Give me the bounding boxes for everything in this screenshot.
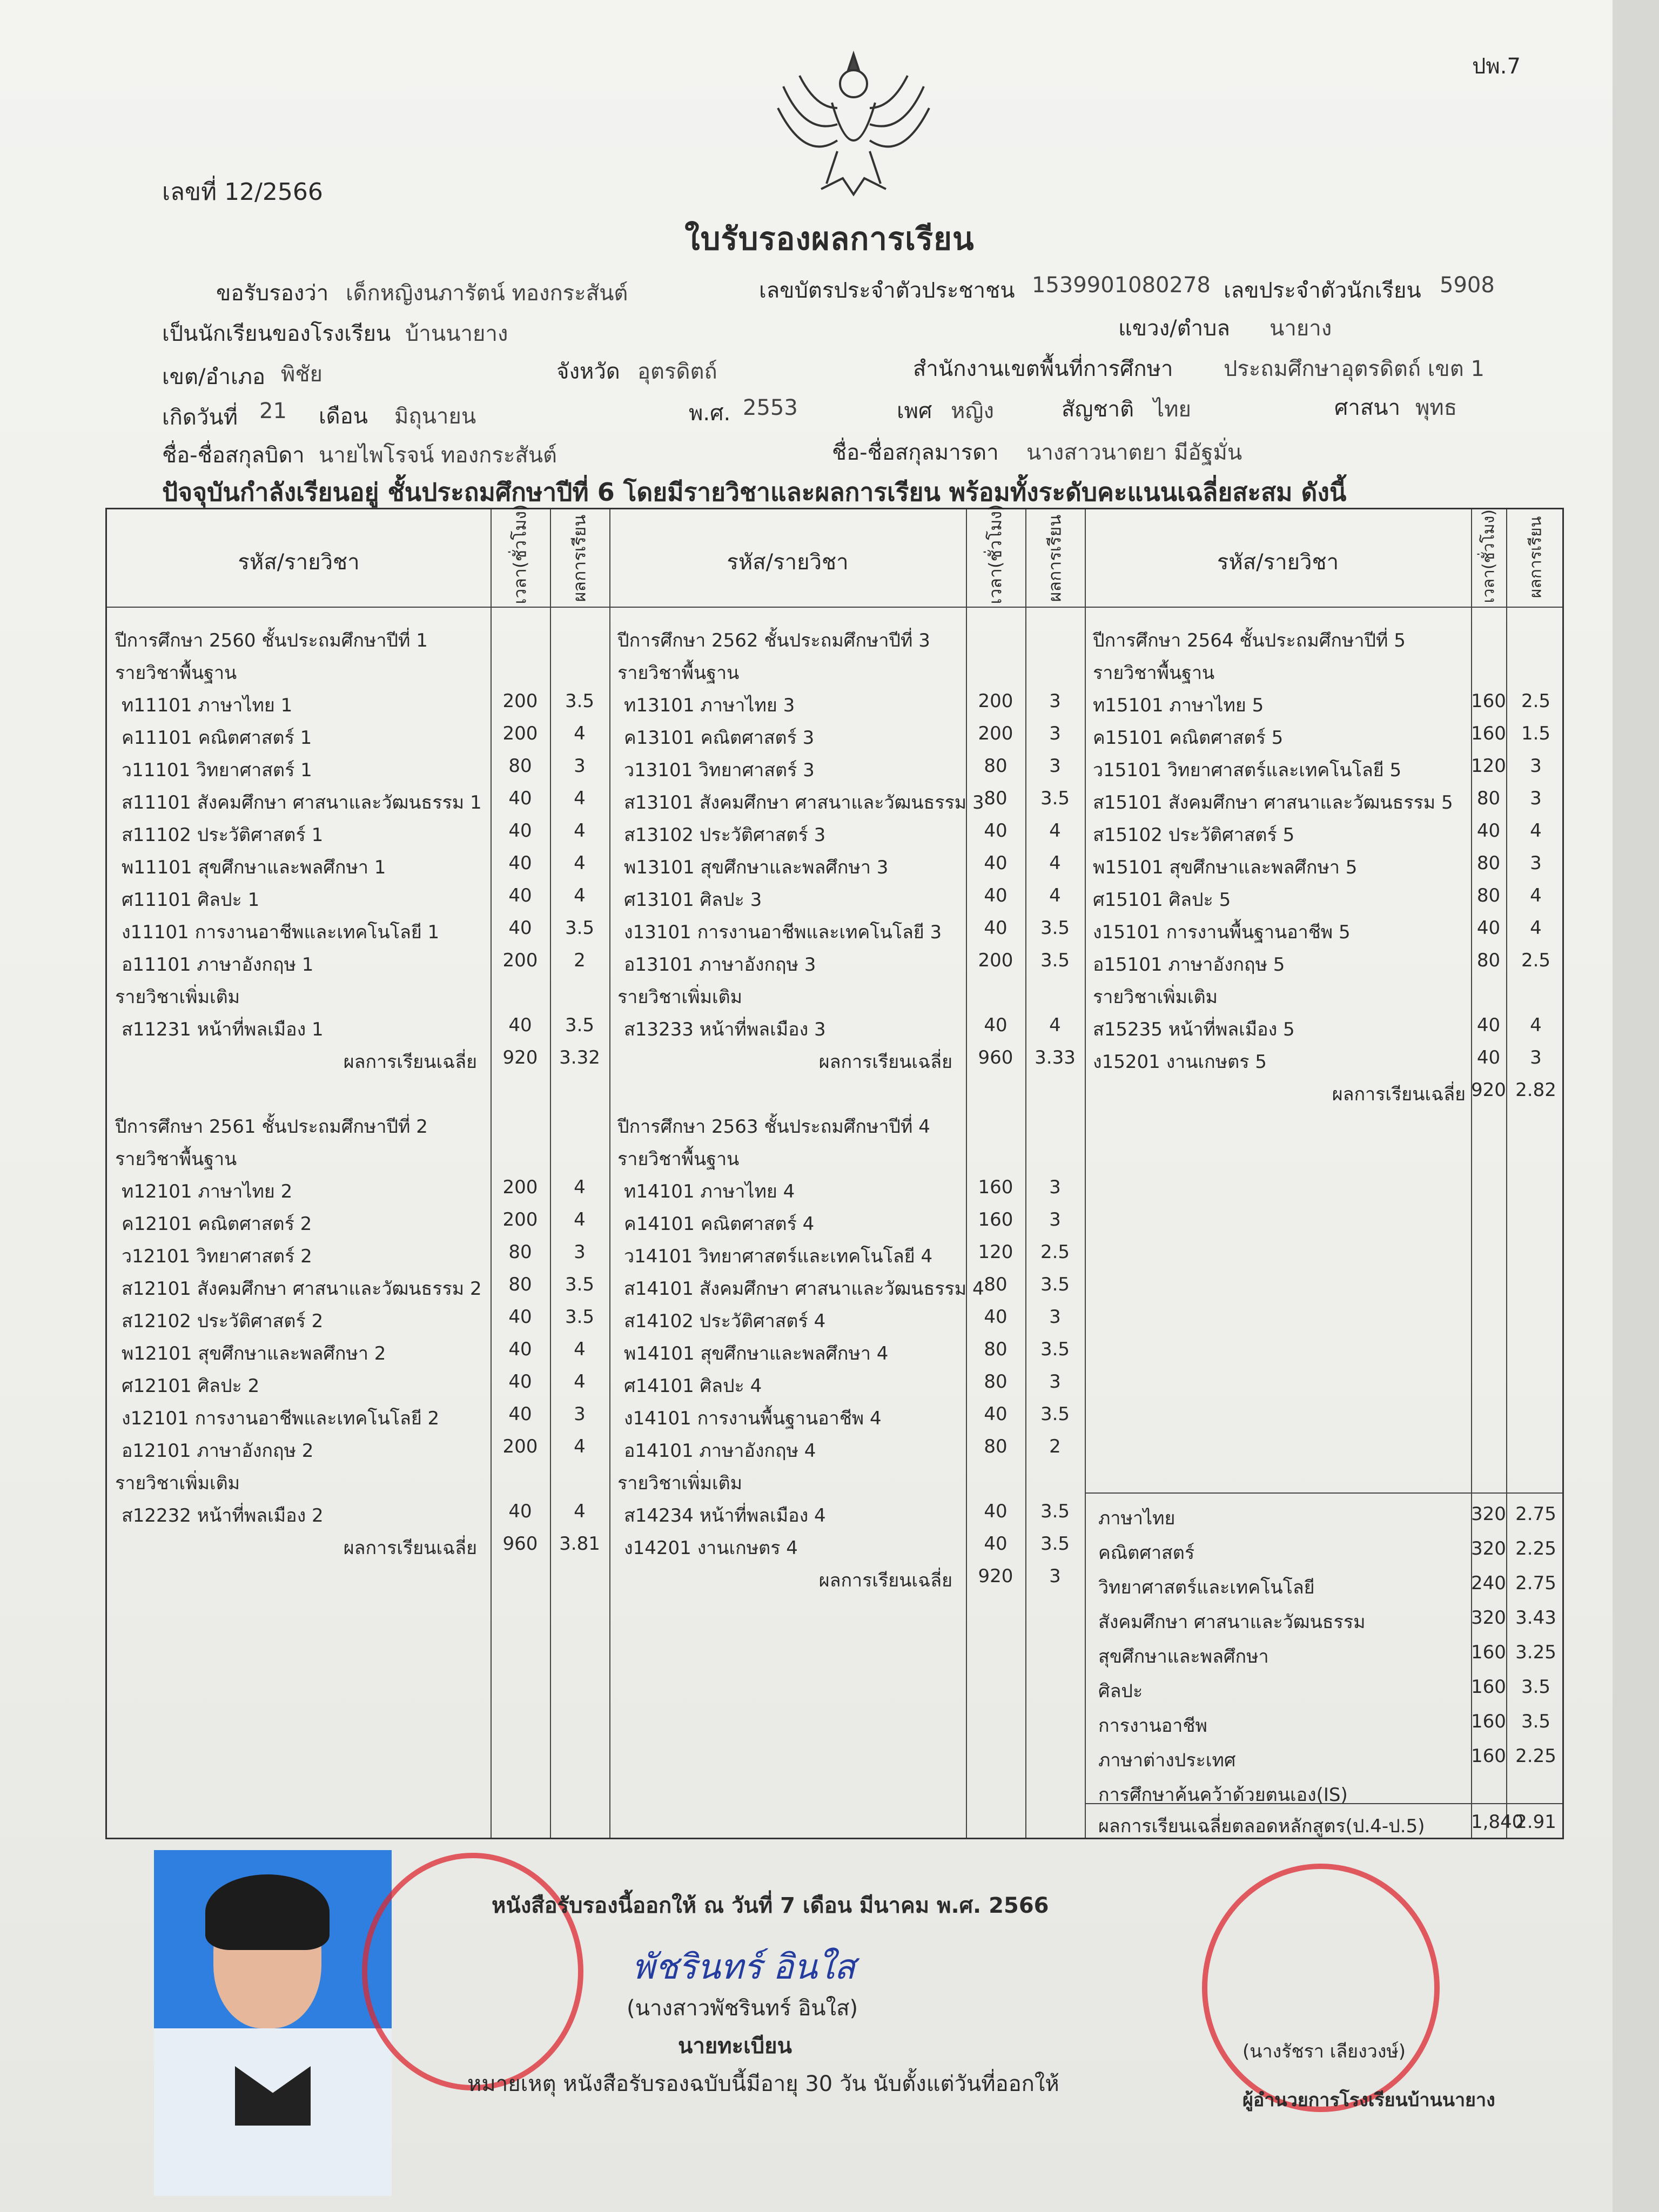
average-grade: 2.82: [1515, 1079, 1556, 1101]
subject-name: ง14201 งานเกษตร 4: [624, 1537, 798, 1559]
born-day: 21: [259, 399, 287, 423]
subject-grade: 3: [1049, 1306, 1061, 1328]
month-label: เดือน: [319, 404, 368, 429]
subject-hours: 80: [984, 1339, 1008, 1360]
subject-grade: 3.5: [1040, 1501, 1070, 1522]
subject-grade: 4: [574, 788, 586, 809]
subject-grade: 4: [574, 1176, 586, 1198]
subject-name: ส13102 ประวัติศาสตร์ 3: [624, 824, 826, 846]
subject-hours: 160: [1471, 690, 1506, 712]
section-heading: รายวิชาพื้นฐาน: [617, 1148, 740, 1170]
subject-hours: 160: [978, 1176, 1013, 1198]
average-label: ผลการเรียนเฉลี่ย: [818, 1570, 952, 1591]
subject-name: ว15101 วิทยาศาสตร์และเทคโนโลยี 5: [1093, 759, 1402, 781]
director-name: (นางรัชรา เลียงวงษ์): [1242, 2041, 1406, 2062]
subject-name: อ13101 ภาษาอังกฤษ 3: [624, 954, 816, 976]
sex-label: เพศ: [897, 399, 932, 423]
summary-subject: คณิตศาสตร์: [1098, 1542, 1195, 1564]
subject-hours: 80: [508, 755, 532, 777]
subject-hours: 40: [984, 820, 1008, 842]
section-heading: รายวิชาพื้นฐาน: [115, 662, 237, 684]
subject-hours: 120: [1471, 755, 1506, 777]
subject-name: ส14101 สังคมศึกษา ศาสนาและวัฒนธรรม 4: [624, 1278, 984, 1300]
province-label: จังหวัด: [556, 359, 620, 384]
director-role: ผู้อำนวยการโรงเรียนบ้านนายาง: [1242, 2089, 1495, 2111]
subject-hours: 40: [508, 852, 532, 874]
subject-name: ค12101 คณิตศาสตร์ 2: [122, 1213, 312, 1235]
registrar-role: นายทะเบียน: [678, 2034, 792, 2059]
subject-hours: 80: [1476, 852, 1501, 874]
section-heading: รายวิชาพื้นฐาน: [115, 1148, 237, 1170]
summary-grade: 3.5: [1521, 1676, 1551, 1698]
subject-hours: 160: [1471, 723, 1506, 744]
subject-grade: 3: [574, 1241, 586, 1263]
year-heading: ปีการศึกษา 2563 ชั้นประถมศึกษาปีที่ 4: [617, 1116, 930, 1138]
summary-subject: สุขศึกษาและพลศึกษา: [1098, 1646, 1269, 1668]
section-heading: รายวิชาเพิ่มเติม: [115, 986, 240, 1008]
subject-hours: 80: [984, 1274, 1008, 1295]
subject-grade: 3.5: [565, 690, 595, 712]
subject-name: ท11101 ภาษาไทย 1: [122, 695, 293, 716]
subject-name: ง14101 การงานพื้นฐานอาชีพ 4: [624, 1408, 882, 1429]
religion-label: ศาสนา: [1334, 395, 1401, 420]
subject-hours: 80: [984, 1371, 1008, 1393]
subject-grade: 4: [574, 1436, 586, 1457]
subject-grade: 2: [1049, 1436, 1061, 1457]
subject-name: ศ11101 ศิลปะ 1: [122, 889, 260, 911]
subject-name: ศ14101 ศิลปะ 4: [624, 1375, 762, 1397]
subject-hours: 40: [1476, 820, 1501, 842]
average-label: ผลการเรียนเฉลี่ย: [818, 1051, 952, 1073]
subject-hours: 40: [984, 917, 1008, 939]
subject-hours: 200: [502, 723, 538, 744]
subject-hours: 40: [508, 1014, 532, 1036]
subject-grade: 3.5: [1040, 950, 1070, 971]
summary-hours: 160: [1471, 1711, 1506, 1732]
summary-subject: วิทยาศาสตร์และเทคโนโลยี: [1098, 1577, 1315, 1598]
summary-hours: 160: [1471, 1676, 1506, 1698]
document-number: เลขที่ 12/2566: [162, 178, 323, 206]
header-grade: ผลการเรียน: [569, 514, 590, 602]
subject-hours: 80: [1476, 788, 1501, 809]
subject-name: พ12101 สุขศึกษาและพลศึกษา 2: [122, 1343, 386, 1364]
subject-name: ส11231 หน้าที่พลเมือง 1: [122, 1019, 324, 1040]
subject-hours: 200: [502, 1209, 538, 1231]
average-label: ผลการเรียนเฉลี่ย: [1332, 1084, 1466, 1105]
subject-hours: 80: [1476, 885, 1501, 906]
subject-name: ส15235 หน้าที่พลเมือง 5: [1093, 1019, 1295, 1040]
summary-grade: 3.43: [1515, 1607, 1556, 1629]
subject-grade: 3: [1049, 690, 1061, 712]
subject-name: ส13101 สังคมศึกษา ศาสนาและวัฒนธรรม 3: [624, 792, 984, 813]
subject-grade: 4: [574, 820, 586, 842]
registrar-name: (นางสาวพัชรินทร์ อินใส): [627, 1996, 858, 2021]
subject-name: ว11101 วิทยาศาสตร์ 1: [122, 759, 312, 781]
subject-hours: 80: [984, 788, 1008, 809]
religion: พุทธ: [1415, 395, 1457, 420]
subject-name: ส12232 หน้าที่พลเมือง 2: [122, 1505, 324, 1527]
subject-name: พ13101 สุขศึกษาและพลศึกษา 3: [624, 857, 889, 878]
subject-grade: 3: [1049, 755, 1061, 777]
summary-hours: 320: [1471, 1607, 1506, 1629]
overall-label: ผลการเรียนเฉลี่ยตลอดหลักสูตร(ป.4-ป.5): [1098, 1816, 1425, 1837]
subject-grade: 4: [1530, 885, 1542, 906]
subject-name: ว12101 วิทยาศาสตร์ 2: [122, 1246, 312, 1267]
born-label: เกิดวันที่: [162, 405, 238, 430]
average-grade: 3: [1049, 1565, 1061, 1587]
subject-hours: 200: [978, 723, 1013, 744]
subject-hours: 40: [984, 1403, 1008, 1425]
subject-grade: 3.5: [565, 1014, 595, 1036]
subject-name: ส12102 ประวัติศาสตร์ 2: [122, 1310, 324, 1332]
section-heading: รายวิชาเพิ่มเติม: [1093, 986, 1218, 1008]
subject-hours: 80: [508, 1241, 532, 1263]
header-grade: ผลการเรียน: [1044, 514, 1065, 602]
summary-subject: ศิลปะ: [1098, 1680, 1143, 1702]
subject-name: ง11101 การงานอาชีพและเทคโนโลยี 1: [122, 922, 440, 943]
subject-name: พ14101 สุขศึกษาและพลศึกษา 4: [624, 1343, 889, 1364]
subject-grade: 3: [1049, 723, 1061, 744]
subject-name: อ15101 ภาษาอังกฤษ 5: [1093, 954, 1285, 976]
subject-hours: 40: [508, 1306, 532, 1328]
average-hours: 920: [502, 1047, 538, 1068]
subject-name: ศ12101 ศิลปะ 2: [122, 1375, 260, 1397]
year-heading: ปีการศึกษา 2561 ชั้นประถมศึกษาปีที่ 2: [115, 1116, 428, 1138]
subject-name: ว14101 วิทยาศาสตร์และเทคโนโลยี 4: [624, 1246, 933, 1267]
school-name: บ้านนายาง: [405, 321, 508, 346]
subject-name: ง13101 การงานอาชีพและเทคโนโลยี 3: [624, 922, 942, 943]
section-heading: รายวิชาเพิ่มเติม: [617, 1473, 743, 1494]
subdistrict-label: แขวง/ตำบล: [1118, 316, 1230, 341]
registrar-signature: พัชรินทร์ อินใส: [632, 1947, 856, 1987]
subject-grade: 4: [574, 1339, 586, 1360]
subject-grade: 3: [1530, 788, 1542, 809]
subject-grade: 4: [1530, 820, 1542, 842]
summary-hours: 160: [1471, 1745, 1506, 1767]
form-code: ปพ.7: [1472, 54, 1521, 79]
subject-hours: 40: [508, 885, 532, 906]
area: ประถมศึกษาอุตรดิตถ์ เขต 1: [1224, 357, 1485, 381]
subject-grade: 1.5: [1521, 723, 1551, 744]
subject-grade: 3.5: [1040, 1403, 1070, 1425]
subject-hours: 40: [984, 1306, 1008, 1328]
subject-name: ส14102 ประวัติศาสตร์ 4: [624, 1310, 826, 1332]
subject-grade: 4: [1530, 1014, 1542, 1036]
subject-hours: 40: [1476, 917, 1501, 939]
average-hours: 960: [502, 1533, 538, 1555]
subject-name: ศ13101 ศิลปะ 3: [624, 889, 762, 911]
area-label: สำนักงานเขตพื้นที่การศึกษา: [913, 357, 1173, 381]
subject-name: ค15101 คณิตศาสตร์ 5: [1093, 727, 1284, 749]
subject-grade: 3: [574, 755, 586, 777]
table-rule: [1085, 1492, 1562, 1494]
garuda-emblem: [767, 43, 940, 205]
subject-name: ว13101 วิทยาศาสตร์ 3: [624, 759, 815, 781]
table-rule: [107, 607, 1562, 608]
summary-subject: การศึกษาค้นคว้าด้วยตนเอง(IS): [1098, 1784, 1348, 1806]
subject-grade: 4: [1530, 917, 1542, 939]
subject-hours: 40: [508, 820, 532, 842]
average-label: ผลการเรียนเฉลี่ย: [343, 1051, 477, 1073]
subject-name: ส12101 สังคมศึกษา ศาสนาและวัฒนธรรม 2: [122, 1278, 482, 1300]
subject-grade: 3.5: [1040, 1533, 1070, 1555]
summary-grade: 2.25: [1515, 1745, 1556, 1767]
subject-hours: 200: [502, 950, 538, 971]
subject-hours: 160: [978, 1209, 1013, 1231]
subject-grade: 2.5: [1040, 1241, 1070, 1263]
document-title: ใบรับรองผลการเรียน: [684, 220, 975, 257]
subject-hours: 40: [1476, 1047, 1501, 1068]
summary-hours: 160: [1471, 1642, 1506, 1663]
year-heading: ปีการศึกษา 2560 ชั้นประถมศึกษาปีที่ 1: [115, 630, 428, 651]
subject-hours: 200: [502, 1176, 538, 1198]
subject-hours: 40: [984, 852, 1008, 874]
subject-grade: 4: [574, 1371, 586, 1393]
header-hours: เวลา(ชั่วโมง): [1479, 509, 1499, 603]
subject-hours: 80: [984, 1436, 1008, 1457]
province: อุตรดิตถ์: [637, 359, 717, 384]
subject-name: ท15101 ภาษาไทย 5: [1093, 695, 1264, 716]
id-label: เลขบัตรประจำตัวประชาชน: [759, 278, 1015, 303]
subject-grade: 3.5: [1040, 917, 1070, 939]
section-heading: รายวิชาเพิ่มเติม: [115, 1473, 240, 1494]
subject-hours: 120: [978, 1241, 1013, 1263]
section-heading: รายวิชาพื้นฐาน: [617, 662, 740, 684]
subject-name: ส14234 หน้าที่พลเมือง 4: [624, 1505, 826, 1527]
summary-subject: การงานอาชีพ: [1098, 1715, 1207, 1737]
subject-grade: 3.5: [1040, 788, 1070, 809]
subject-hours: 80: [1476, 950, 1501, 971]
subject-hours: 40: [1476, 1014, 1501, 1036]
subject-hours: 40: [508, 1403, 532, 1425]
subject-hours: 80: [508, 1274, 532, 1295]
subject-grade: 4: [1049, 852, 1061, 874]
school-seal-stamp: [1202, 1864, 1440, 2112]
header-subject: รหัส/รายวิชา: [1217, 550, 1339, 575]
student-photo: [154, 1850, 392, 2196]
born-month: มิถุนายน: [394, 404, 476, 429]
student-no-label: เลขประจำตัวนักเรียน: [1224, 278, 1421, 303]
mother-label: ชื่อ-ชื่อสกุลมารดา: [832, 440, 999, 465]
average-grade: 3.32: [559, 1047, 600, 1068]
subject-hours: 40: [984, 1533, 1008, 1555]
year-heading: ปีการศึกษา 2564 ชั้นประถมศึกษาปีที่ 5: [1093, 630, 1406, 651]
subject-name: อ12101 ภาษาอังกฤษ 2: [122, 1440, 314, 1462]
transcript-table: [105, 504, 1564, 1839]
subject-grade: 4: [574, 852, 586, 874]
subject-name: ส11102 ประวัติศาสตร์ 1: [122, 824, 324, 846]
subject-grade: 3: [1530, 852, 1542, 874]
subject-hours: 40: [508, 917, 532, 939]
subject-hours: 200: [502, 690, 538, 712]
mother-name: นางสาวนาตยา มีอัฐมั่น: [1026, 440, 1242, 465]
subdistrict: นายาง: [1270, 316, 1332, 341]
summary-hours: 240: [1471, 1572, 1506, 1594]
summary-grade: 3.5: [1521, 1711, 1551, 1732]
nationality-label: สัญชาติ: [1062, 397, 1134, 422]
subject-name: อ11101 ภาษาอังกฤษ 1: [122, 954, 314, 976]
header-grade: ผลการเรียน: [1526, 516, 1546, 599]
subject-grade: 4: [1049, 820, 1061, 842]
certify-label: ขอรับรองว่า: [216, 281, 329, 306]
subject-grade: 4: [574, 885, 586, 906]
subject-hours: 200: [978, 950, 1013, 971]
subject-grade: 3.5: [1040, 1339, 1070, 1360]
subject-name: พ15101 สุขศึกษาและพลศึกษา 5: [1093, 857, 1358, 878]
subject-name: ส13233 หน้าที่พลเมือง 3: [624, 1019, 826, 1040]
summary-grade: 2.75: [1515, 1572, 1556, 1594]
subject-grade: 3: [1049, 1209, 1061, 1231]
subject-grade: 2.5: [1521, 950, 1551, 971]
subject-grade: 4: [574, 1501, 586, 1522]
average-grade: 3.33: [1035, 1047, 1076, 1068]
summary-grade: 2.75: [1515, 1503, 1556, 1525]
subject-grade: 3: [1049, 1371, 1061, 1393]
average-hours: 960: [978, 1047, 1013, 1068]
subject-name: ค13101 คณิตศาสตร์ 3: [624, 727, 815, 749]
subject-hours: 40: [984, 885, 1008, 906]
subject-grade: 4: [574, 723, 586, 744]
summary-grade: 3.25: [1515, 1642, 1556, 1663]
summary-hours: 320: [1471, 1538, 1506, 1559]
subject-hours: 40: [508, 1371, 532, 1393]
district-label: เขต/อำเภอ: [162, 365, 266, 389]
father-name: นายไพโรจน์ ทองกระสันต์: [319, 443, 558, 468]
subject-name: ท13101 ภาษาไทย 3: [624, 695, 795, 716]
subject-hours: 200: [502, 1436, 538, 1457]
school-label: เป็นนักเรียนของโรงเรียน: [162, 321, 391, 346]
table-rule: [1085, 509, 1086, 1838]
father-label: ชื่อ-ชื่อสกุลบิดา: [162, 443, 305, 468]
overall-hours: 1,840: [1471, 1811, 1524, 1833]
summary-grade: 2.25: [1515, 1538, 1556, 1559]
subject-grade: 2: [574, 950, 586, 971]
year-label: พ.ศ.: [689, 401, 731, 426]
subject-name: ค11101 คณิตศาสตร์ 1: [122, 727, 312, 749]
subject-hours: 200: [978, 690, 1013, 712]
header-hours: เวลา(ชั่วโมง): [509, 504, 530, 604]
born-year: 2553: [743, 395, 798, 420]
id-number: 1539901080278: [1032, 273, 1211, 298]
subject-hours: 40: [984, 1014, 1008, 1036]
student-name: เด็กหญิงนภารัตน์ ทองกระสันต์: [346, 281, 628, 306]
summary-subject: สังคมศึกษา ศาสนาและวัฒนธรรม: [1098, 1611, 1366, 1633]
subject-grade: 3: [1530, 1047, 1542, 1068]
subject-hours: 80: [984, 755, 1008, 777]
subject-name: พ11101 สุขศึกษาและพลศึกษา 1: [122, 857, 386, 878]
subject-name: อ14101 ภาษาอังกฤษ 4: [624, 1440, 816, 1462]
header-subject: รหัส/รายวิชา: [238, 550, 360, 575]
subject-name: ท12101 ภาษาไทย 2: [122, 1181, 293, 1202]
subject-name: ส15102 ประวัติศาสตร์ 5: [1093, 824, 1295, 846]
district: พิชัย: [281, 362, 323, 387]
table-rule: [609, 509, 610, 1838]
subject-grade: 3: [1530, 755, 1542, 777]
subject-name: ง12101 การงานอาชีพและเทคโนโลยี 2: [122, 1408, 440, 1429]
header-subject: รหัส/รายวิชา: [727, 550, 849, 575]
subject-grade: 3.5: [565, 1274, 595, 1295]
summary-subject: ภาษาต่างประเทศ: [1098, 1750, 1236, 1771]
average-hours: 920: [1471, 1079, 1506, 1101]
subject-hours: 40: [508, 1501, 532, 1522]
validity-note: หมายเหตุ หนังสือรับรองฉบับนี้มีอายุ 30 วัน นับตั้งแต่วันที่ออกให้: [467, 2072, 1059, 2096]
subject-grade: 3: [1049, 1176, 1061, 1198]
nationality: ไทย: [1153, 397, 1191, 422]
sex: หญิง: [951, 399, 994, 423]
subject-grade: 4: [1049, 885, 1061, 906]
average-grade: 3.81: [559, 1533, 600, 1555]
subject-name: ส15101 สังคมศึกษา ศาสนาและวัฒนธรรม 5: [1093, 792, 1453, 813]
subject-name: ส11101 สังคมศึกษา ศาสนาและวัฒนธรรม 1: [122, 792, 482, 813]
subject-grade: 4: [1049, 1014, 1061, 1036]
subject-grade: 3.5: [565, 1306, 595, 1328]
summary-hours: 320: [1471, 1503, 1506, 1525]
subject-grade: 4: [574, 1209, 586, 1231]
subject-grade: 3: [574, 1403, 586, 1425]
section-heading: รายวิชาพื้นฐาน: [1093, 662, 1215, 684]
subject-name: ง15201 งานเกษตร 5: [1093, 1051, 1267, 1073]
subject-name: ศ15101 ศิลปะ 5: [1093, 889, 1231, 911]
subject-grade: 3.5: [1040, 1274, 1070, 1295]
section-heading: รายวิชาเพิ่มเติม: [617, 986, 743, 1008]
subject-name: ค14101 คณิตศาสตร์ 4: [624, 1213, 815, 1235]
subject-grade: 2.5: [1521, 690, 1551, 712]
average-label: ผลการเรียนเฉลี่ย: [343, 1537, 477, 1559]
year-heading: ปีการศึกษา 2562 ชั้นประถมศึกษาปีที่ 3: [617, 630, 930, 651]
subject-name: ง15101 การงานพื้นฐานอาชีพ 5: [1093, 922, 1351, 943]
subject-hours: 40: [508, 1339, 532, 1360]
summary-subject: ภาษาไทย: [1098, 1508, 1176, 1529]
overall-grade: 2.91: [1515, 1811, 1556, 1833]
student-no: 5908: [1440, 273, 1495, 298]
subject-hours: 40: [984, 1501, 1008, 1522]
subject-name: ท14101 ภาษาไทย 4: [624, 1181, 795, 1202]
intro-text: ปัจจุบันกำลังเรียนอยู่ ชั้นประถมศึกษาปีที่ 6 โดยมีรายวิชาและผลการเรียน พร้อมทั้งระดับคะแนนเฉลี่ยสะสม ดังนี้: [162, 478, 1347, 507]
subject-hours: 40: [508, 788, 532, 809]
header-hours: เวลา(ชั่วโมง): [985, 504, 1006, 604]
average-hours: 920: [978, 1565, 1013, 1587]
subject-grade: 3.5: [565, 917, 595, 939]
issue-date: หนังสือรับรองนี้ออกให้ ณ วันที่ 7 เดือน มีนาคม พ.ศ. 2566: [492, 1893, 1049, 1918]
